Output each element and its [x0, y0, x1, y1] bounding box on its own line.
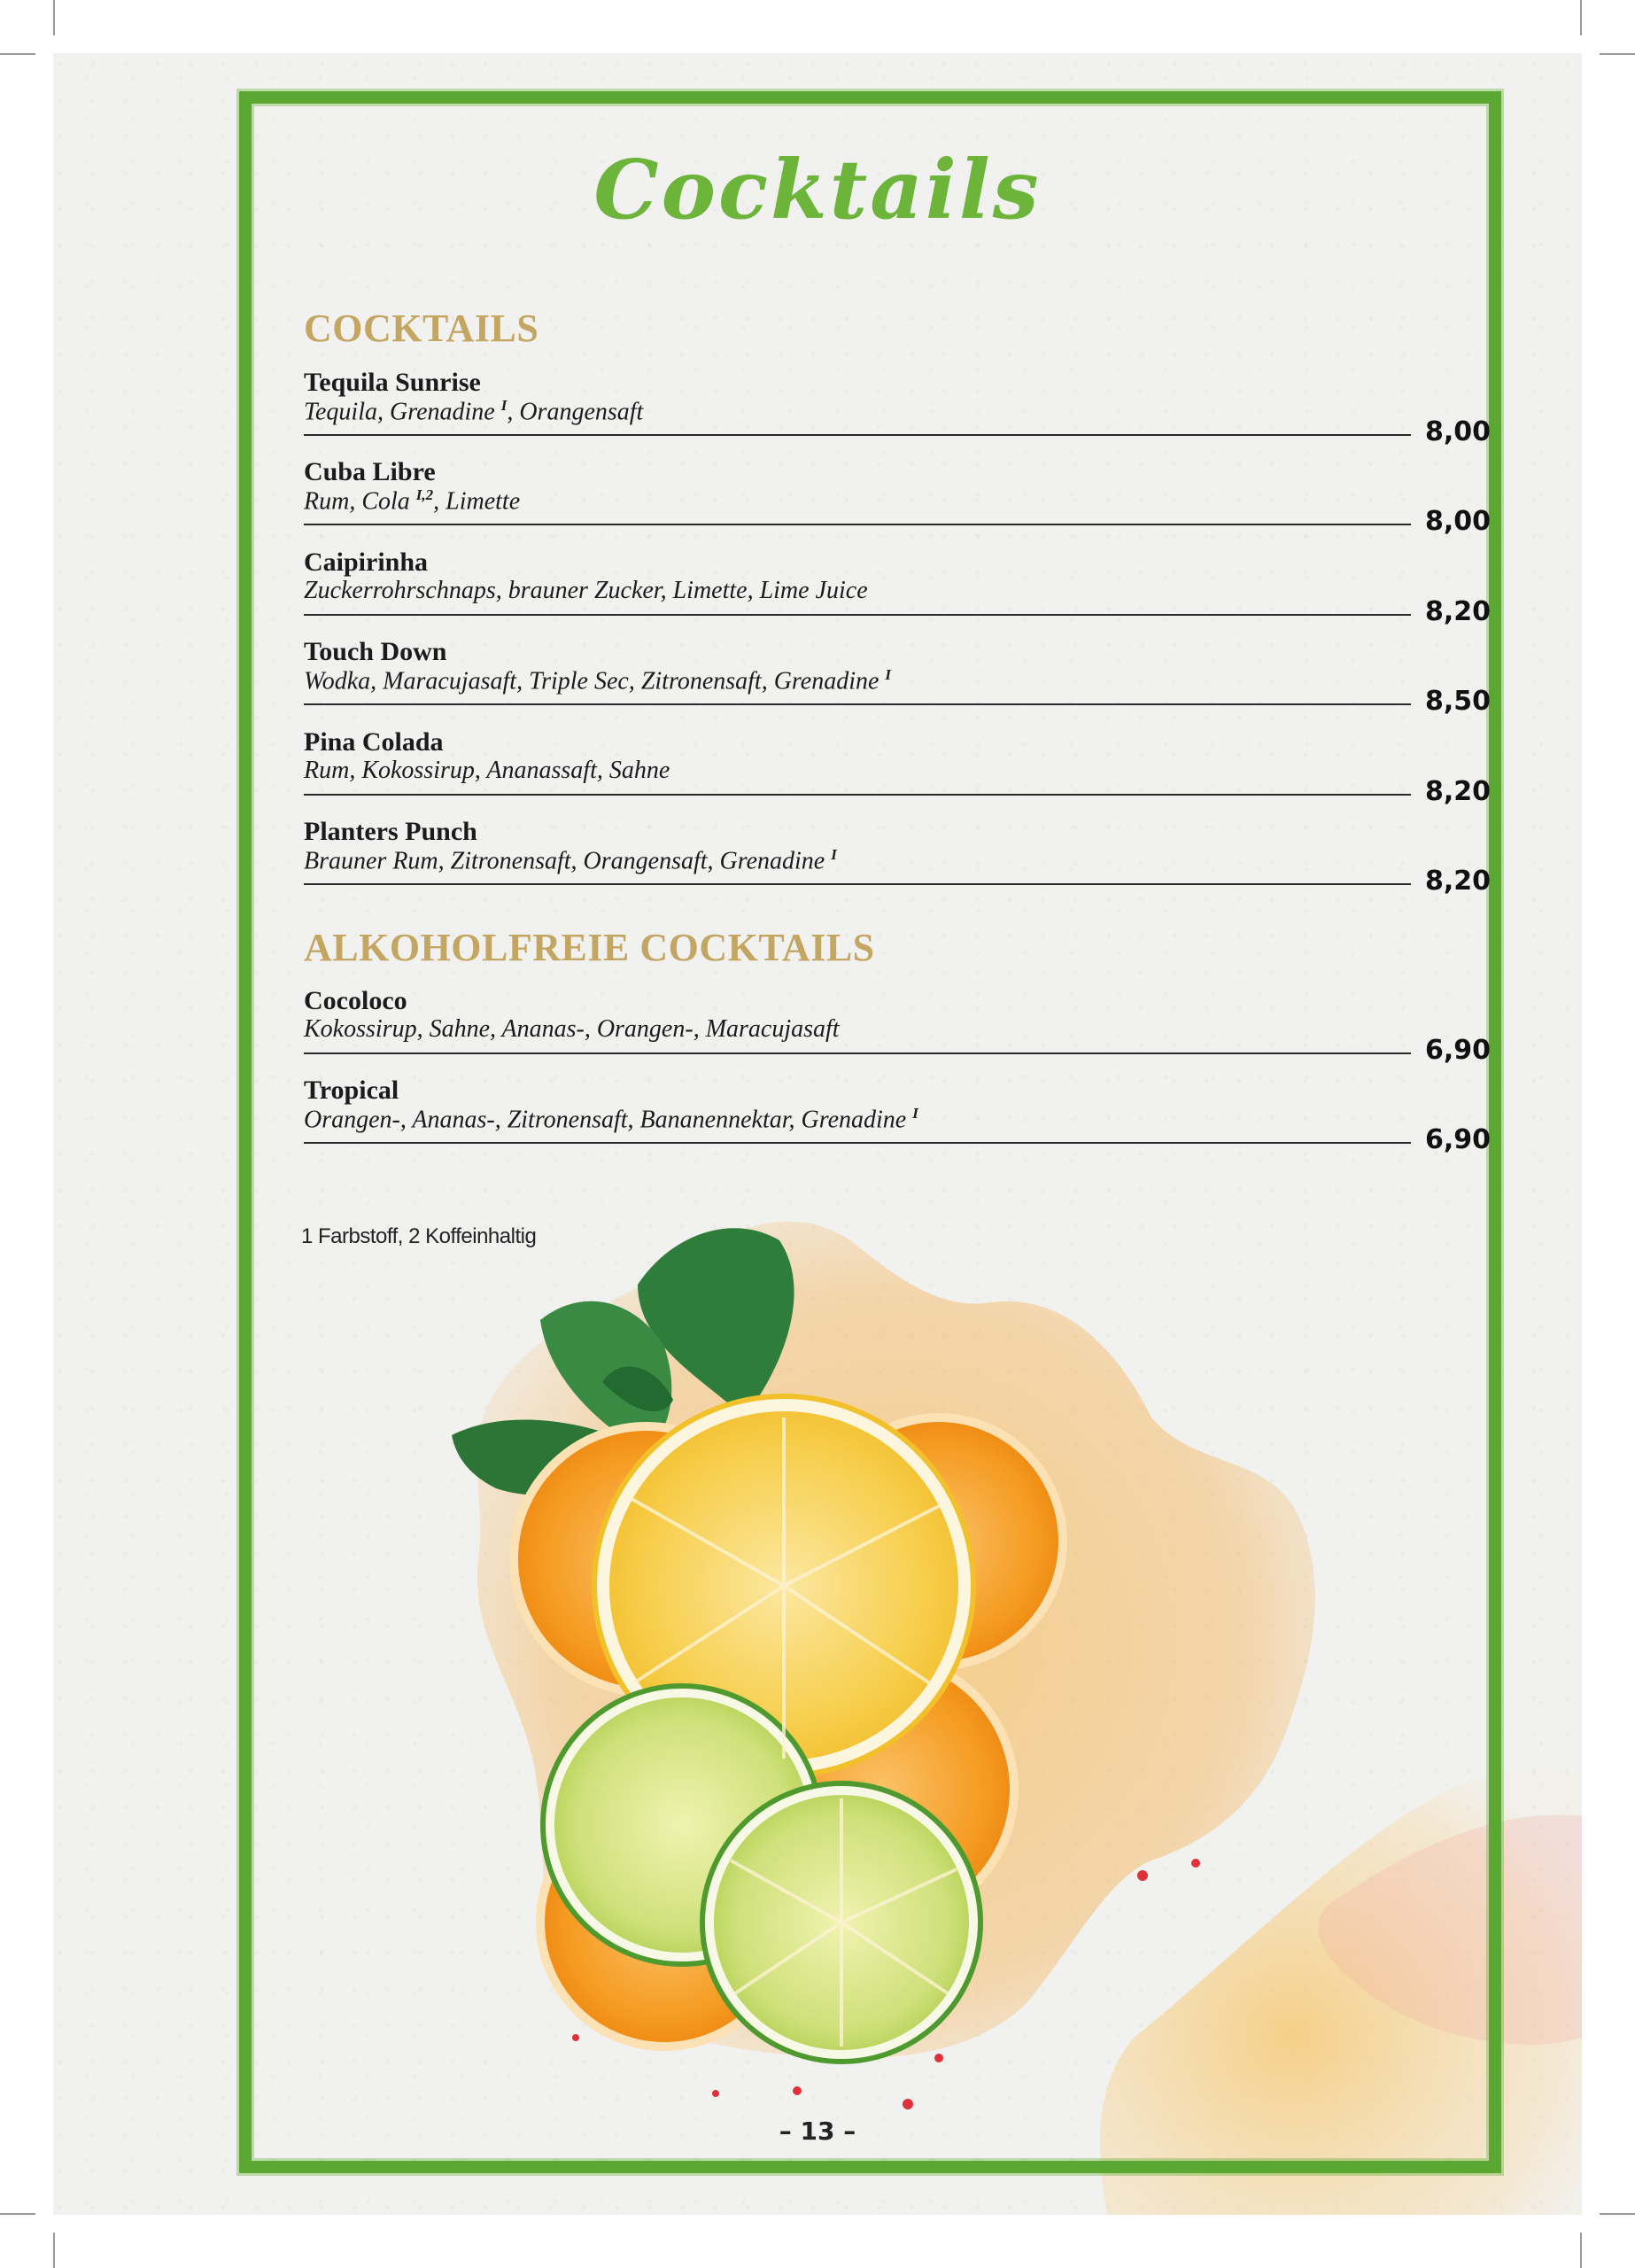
- page-number: – 13 –: [779, 2117, 856, 2146]
- item-price: 8,50: [1424, 686, 1491, 717]
- item-description: Orangen-, Ananas-, Zitronensaft, Bananennektar, Grenadine $^I$: [304, 1105, 918, 1134]
- menu-item-planters-punch: [304, 817, 1491, 897]
- item-divider: [304, 524, 1411, 525]
- item-footnote-marker: I: [500, 397, 508, 414]
- item-description: Wodka, Maracujasaft, Triple Sec, Zitronensaft, Grenadine $^I$: [304, 666, 892, 695]
- item-price: 6,90: [1424, 1124, 1491, 1155]
- item-price: 8,00: [1424, 416, 1491, 447]
- item-price: 8,20: [1424, 776, 1491, 807]
- menu-item-caipirinha: [304, 548, 1491, 627]
- item-description: Kokossirup, Sahne, Ananas-, Orangen-, Maracujasaft: [304, 1015, 840, 1043]
- menu-item-tequila-sunrise: [304, 368, 1491, 447]
- footnote: 1 Farbstoff, 2 Koffeinhaltig: [301, 1224, 537, 1248]
- item-divider: [304, 794, 1411, 796]
- item-name: Tequila Sunrise: [304, 368, 481, 397]
- menu-item-cocoloco: [304, 986, 1491, 1066]
- item-name: Cuba Libre: [304, 457, 436, 486]
- item-description: Brauner Rum, Zitronensaft, Orangensaft, Grenadine $^I$: [304, 846, 837, 875]
- menu-item-pina-colada: [304, 727, 1491, 807]
- item-divider: [304, 1052, 1411, 1054]
- menu-item-touch-down: [304, 637, 1491, 717]
- item-footnote-marker: I: [885, 666, 892, 683]
- section-title-cocktails: COCKTAILS: [304, 307, 539, 350]
- item-divider: [304, 883, 1411, 885]
- item-price: 6,90: [1424, 1035, 1491, 1066]
- item-footnote-marker: I: [912, 1105, 918, 1122]
- item-price: 8,00: [1424, 506, 1491, 537]
- item-name: Touch Down: [304, 637, 447, 666]
- item-divider: [304, 1142, 1411, 1144]
- item-footnote-marker: I,2: [415, 486, 434, 503]
- item-name: Pina Colada: [304, 727, 444, 757]
- item-divider: [304, 614, 1411, 616]
- item-description: Tequila, Grenadine $^I$, Orangensaft: [304, 397, 644, 426]
- item-price: 8,20: [1424, 596, 1491, 627]
- item-footnote-marker: I: [831, 846, 837, 863]
- item-divider: [304, 703, 1411, 705]
- item-name: Tropical: [304, 1076, 399, 1105]
- item-description: Rum, Cola $^{I,2}$, Limette: [304, 486, 521, 516]
- item-price: 8,20: [1424, 866, 1491, 897]
- menu-item-tropical: [304, 1076, 1491, 1155]
- page-title: Cocktails: [593, 142, 1042, 237]
- menu-item-cuba-libre: [304, 457, 1491, 537]
- item-description: Rum, Kokossirup, Ananassaft, Sahne: [304, 757, 670, 784]
- item-divider: [304, 434, 1411, 436]
- item-name: Cocoloco: [304, 986, 407, 1015]
- section-title-alkoholfreie-cocktails: ALKOHOLFREIE COCKTAILS: [304, 926, 875, 969]
- item-name: Caipirinha: [304, 548, 429, 577]
- item-name: Planters Punch: [304, 817, 477, 846]
- item-description: Zuckerrohrschnaps, brauner Zucker, Limette, Lime Juice: [304, 577, 868, 604]
